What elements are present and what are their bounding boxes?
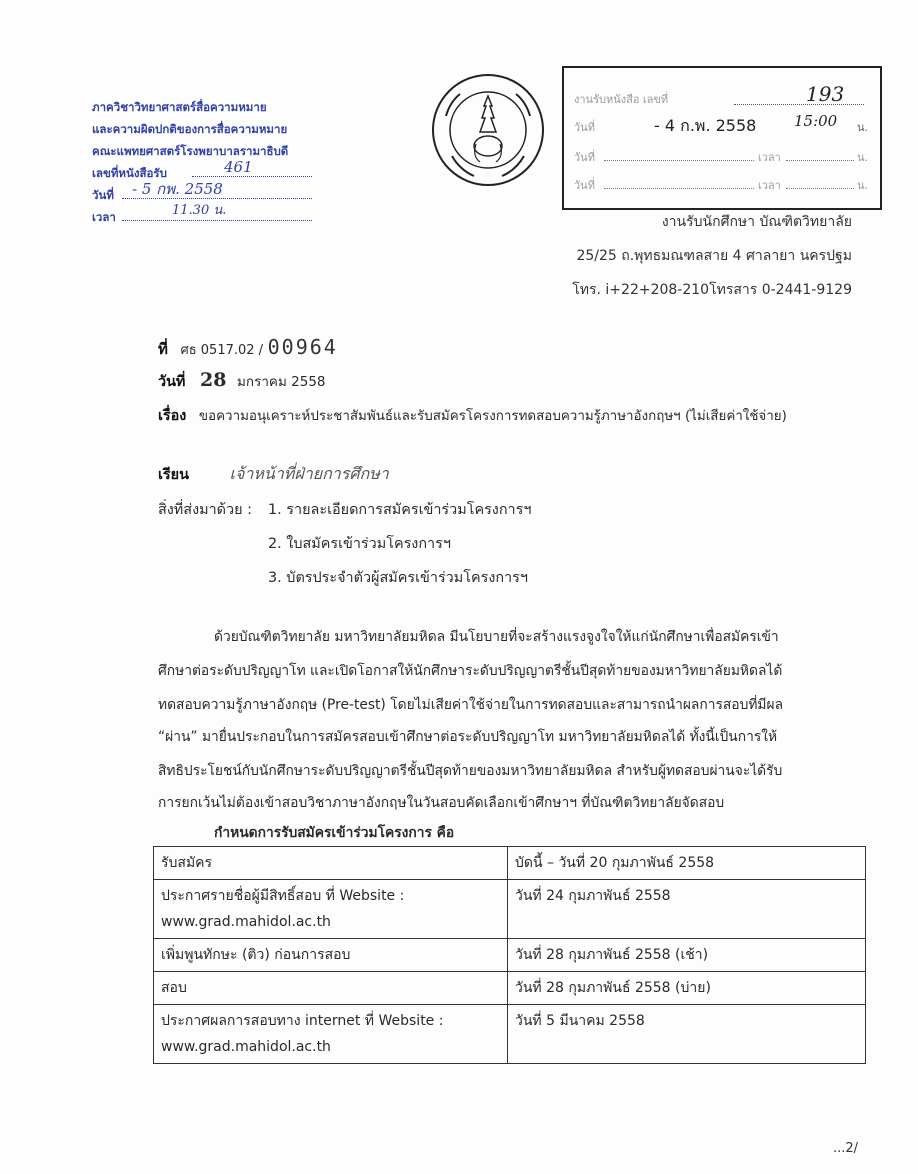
stamp-time-row	[92, 203, 322, 228]
date-text: บัดนี้ – วันที่ 20 กุมภาพันธ์ 2558	[515, 855, 715, 871]
stamp-received-number-label: เลขที่หนังสือรับ	[92, 166, 167, 180]
date-text: วันที่ 24 กุมภาพันธ์ 2558	[515, 888, 671, 904]
table-cell-activity	[154, 972, 508, 1005]
stamp-line-1: ภาควิชาวิทยาศาสตร์สื่อความหมาย	[92, 100, 267, 114]
activity-text: สอบ	[161, 980, 187, 996]
stamp-line-2: และความผิดปกติของการสื่อความหมาย	[92, 122, 288, 136]
box-stamp-date-value: - 4 ก.พ. 2558	[654, 116, 757, 135]
subject-label: เรื่อง	[158, 408, 187, 424]
enclosure-item-2: 2. ใบสมัครเข้าร่วมโครงการฯ	[268, 536, 451, 552]
box-stamp-date-label: วันที่	[574, 179, 595, 192]
reference-number: 00964	[267, 335, 338, 359]
body-line-4: “ผ่าน” มายื่นประกอบในการสมัครสอบเข้าศึกษาต่อระดับปริญญาโท มหาวิทยาลัยมหิดลได้ ทั้งนี้เป็นการให้	[158, 729, 778, 745]
table-cell-activity	[154, 939, 508, 972]
reference-prefix: ศธ 0517.02 /	[180, 343, 264, 358]
activity-text: รับสมัคร	[161, 855, 213, 871]
table-cell-date	[508, 880, 866, 939]
date-text: วันที่ 28 กุมภาพันธ์ 2558 (บ่าย)	[515, 980, 711, 996]
box-stamp-row-4	[574, 176, 874, 196]
table-cell-date	[508, 1005, 866, 1064]
table-cell-activity	[154, 847, 508, 880]
activity-text: ประกาศรายชื่อผู้มีสิทธิ์สอบ ที่ Website :	[161, 888, 405, 904]
activity-text: เพิ่มพูนทักษะ (ติว) ก่อนการสอบ	[161, 947, 351, 963]
stamp-date-label: วันที่	[92, 188, 114, 202]
registry-receiving-stamp	[562, 66, 882, 210]
date-month-year: มกราคม 2558	[237, 374, 326, 390]
university-seal-logo	[430, 72, 546, 188]
enclosures-label: สิ่งที่ส่งมาด้วย :	[158, 502, 252, 518]
reference-label: ที่	[158, 340, 168, 358]
box-stamp-row-2	[574, 112, 874, 138]
table-cell-activity	[154, 1005, 508, 1064]
schedule-table	[153, 846, 866, 1064]
schedule-heading: กำหนดการรับสมัครเข้าร่วมโครงการ คือ	[214, 825, 455, 841]
addressee-label: เรียน	[158, 467, 189, 483]
sender-phone: โทร. i+22+208-210โทรสาร 0-2441-9129	[572, 282, 852, 298]
box-stamp-row-3	[574, 148, 874, 168]
dotted-line	[786, 160, 854, 161]
stamp-time-value: 11.30 น.	[172, 203, 227, 218]
activity-website: www.grad.mahidol.ac.th	[161, 914, 331, 930]
document-subject	[158, 404, 787, 427]
stamp-line-3: คณะแพทยศาสตร์โรงพยาบาลรามาธิบดี	[92, 144, 289, 158]
sender-address: 25/25 ถ.พุทธมณฑลสาย 4 ศาลายา นครปฐม	[576, 248, 852, 264]
stamp-received-number-value: 461	[224, 158, 253, 176]
body-line-1: ด้วยบัณฑิตวิทยาลัย มหาวิทยาลัยมหิดล มีนโยบายที่จะสร้างแรงจูงใจให้แก่นักศึกษาเพื่อสมัครเข้า	[214, 629, 779, 645]
table-row	[154, 847, 866, 880]
enclosure-item-3: 3. บัตรประจำตัวผู้สมัครเข้าร่วมโครงการฯ	[268, 570, 528, 586]
dotted-line	[604, 188, 754, 189]
dotted-line	[734, 104, 864, 105]
activity-website: www.grad.mahidol.ac.th	[161, 1039, 331, 1055]
box-stamp-unit: น.	[857, 151, 869, 164]
date-label: วันที่	[158, 374, 186, 390]
table-row	[154, 972, 866, 1005]
body-line-2: ศึกษาต่อระดับปริญญาโท และเปิดโอกาสให้นักศึกษาระดับปริญญาตรีชั้นปีสุดท้ายของมหาวิทยาลัยมหิดลได้	[158, 663, 783, 679]
stamp-date-value: - 5 กพ. 2558	[132, 180, 223, 198]
table-row	[154, 1005, 866, 1064]
box-stamp-time-label: เวลา	[758, 151, 781, 164]
addressee-handwritten: เจ้าหน้าที่ฝ่ายการศึกษา	[229, 464, 389, 483]
sender-office: งานรับนักศึกษา บัณฑิตวิทยาลัย	[661, 214, 852, 230]
box-stamp-time-value: 15:00	[794, 112, 838, 130]
box-stamp-unit: น.	[857, 121, 869, 134]
table-cell-date	[508, 972, 866, 1005]
table-cell-date	[508, 939, 866, 972]
date-text: วันที่ 28 กุมภาพันธ์ 2558 (เช้า)	[515, 947, 709, 963]
box-stamp-row-1	[574, 82, 874, 110]
table-cell-date	[508, 847, 866, 880]
body-line-5: สิทธิประโยชน์กับนักศึกษาระดับปริญญาตรีชั้นปีสุดท้ายของมหาวิทยาลัยมหิดล สำหรับผู้ทดสอบผ่านจะได้รับ	[158, 763, 783, 779]
table-cell-activity	[154, 880, 508, 939]
table-row	[154, 880, 866, 939]
box-stamp-time-label: เวลา	[758, 179, 781, 192]
date-day: 28	[199, 369, 227, 391]
page-continuation-marker: ...2/	[832, 1141, 858, 1156]
body-line-3: ทดสอบความรู้ภาษาอังกฤษ (Pre-test) โดยไม่เสียค่าใช้จ่ายในการทดสอบและสามารถนำผลการสอบที่มีผล	[158, 697, 784, 713]
box-stamp-number-label: งานรับหนังสือ เลขที่	[574, 93, 669, 106]
document-date	[158, 369, 326, 393]
body-line-6: การยกเว้นไม่ต้องเข้าสอบวิชาภาษาอังกฤษในวันสอบคัดเลือกเข้าศึกษาฯ ที่บัณฑิตวิทยาลัยจัดสอบ	[158, 795, 725, 811]
box-stamp-date-label: วันที่	[574, 151, 595, 164]
box-stamp-number-value: 193	[806, 82, 845, 106]
document-addressee	[158, 462, 389, 487]
box-stamp-unit: น.	[857, 179, 869, 192]
document-reference	[158, 335, 338, 361]
activity-text: ประกาศผลการสอบทาง internet ที่ Website :	[161, 1013, 444, 1029]
table-row	[154, 939, 866, 972]
subject-text: ขอความอนุเคราะห์ประชาสัมพันธ์และรับสมัครโครงการทดสอบความรู้ภาษาอังกฤษฯ (ไม่เสียค่าใช้จ่าย)	[198, 409, 787, 424]
enclosure-item-1: 1. รายละเอียดการสมัครเข้าร่วมโครงการฯ	[268, 502, 532, 518]
dotted-line	[786, 188, 854, 189]
date-text: วันที่ 5 มีนาคม 2558	[515, 1013, 645, 1029]
box-stamp-date-label: วันที่	[574, 121, 595, 134]
stamp-time-label: เวลา	[92, 210, 116, 224]
department-receiving-stamp	[92, 96, 322, 228]
dotted-line	[604, 160, 754, 161]
